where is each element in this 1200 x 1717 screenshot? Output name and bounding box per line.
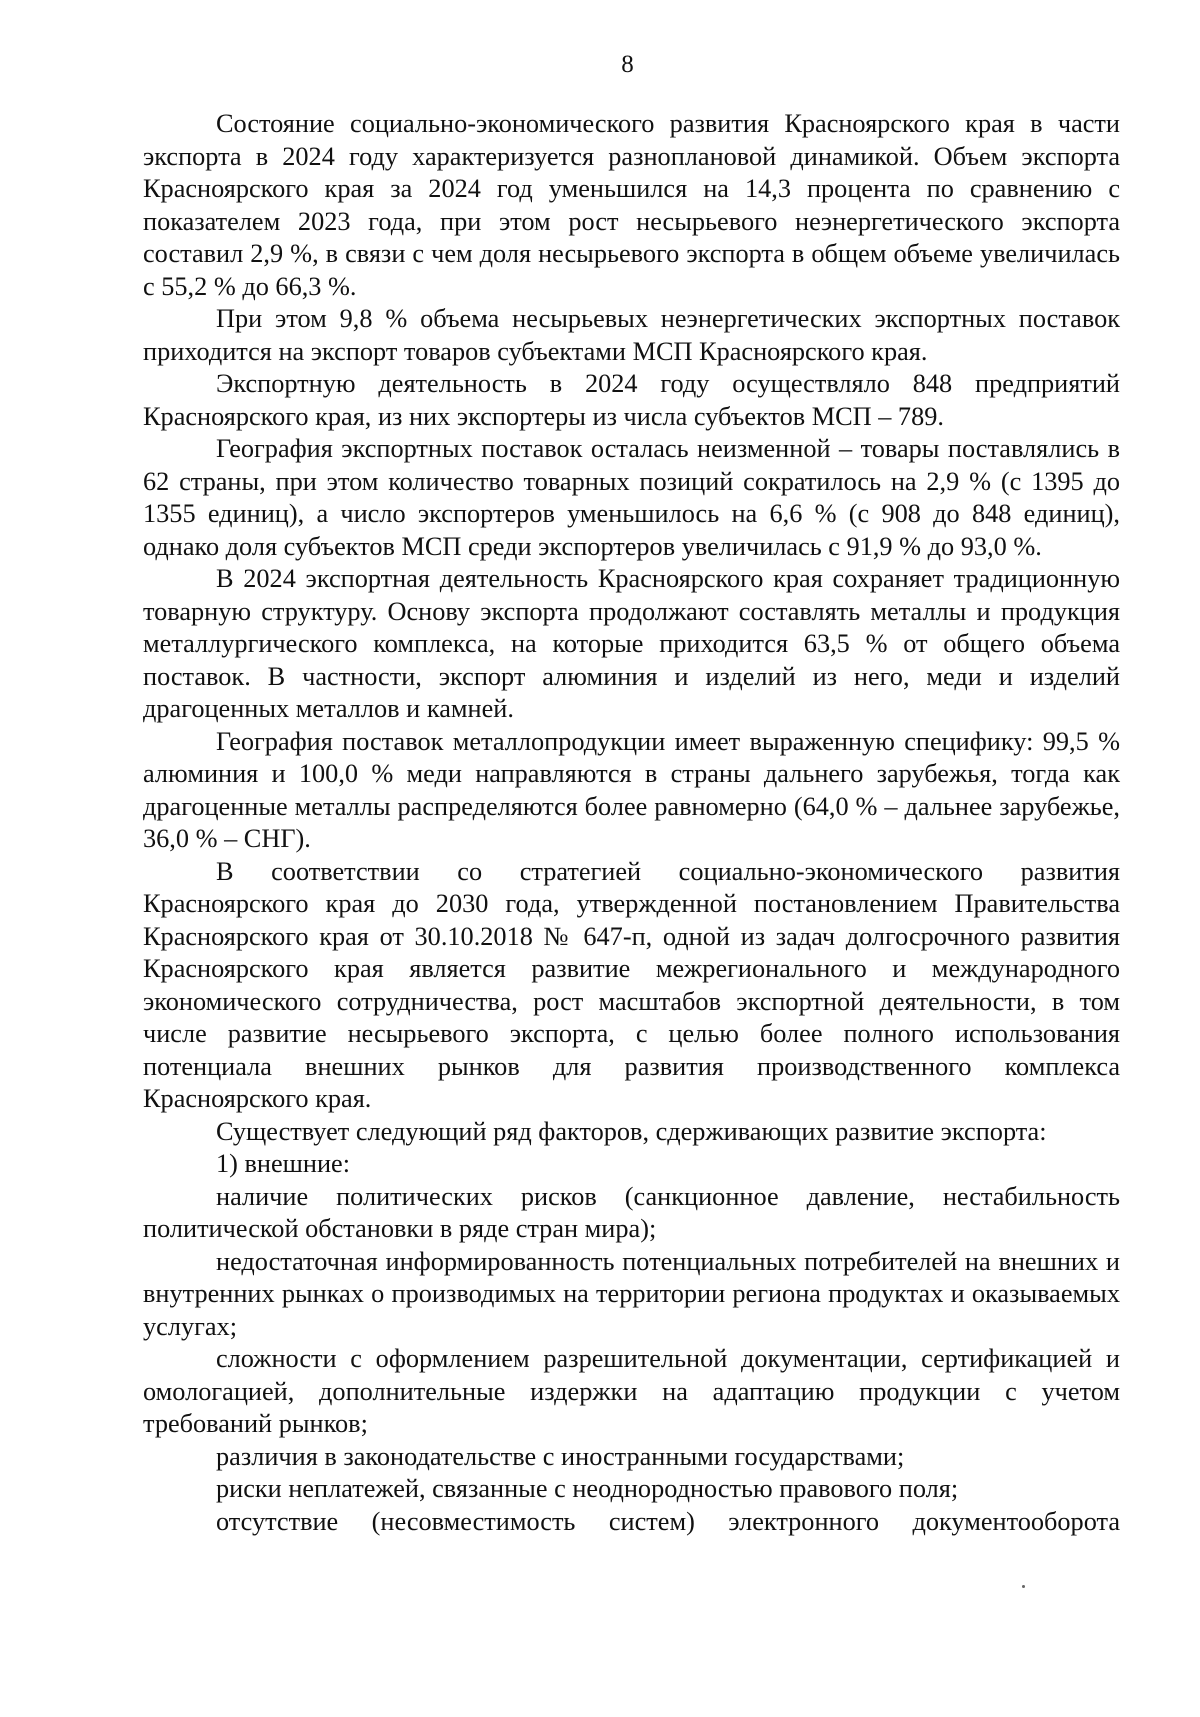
list-item-awareness: недостаточная информированность потенциальных потребителей на внешних и внутренних рынках о производимых на территории региона продуктах и оказываемых услугах;: [143, 1246, 1120, 1341]
paragraph-sme-share: При этом 9,8 % объема несырьевых неэнергетических экспортных поставок приходится на экспорт товаров субъектами МСП Красноярского края.: [143, 304, 1120, 366]
paragraph-commodity-structure: В 2024 экспортная деятельность Красноярского края сохраняет традиционную товарную структуру. Основу экспорта продолжают составлять металлы и продукция металлургического комплекса, на которые приходится 63,5 % от общего объема поставок. В частности, экспорт алюминия и изделий из него, меди и изделий драгоценных металлов и камней.: [143, 564, 1120, 723]
paragraph-strategy: В соответствии со стратегией социально-экономического развития Красноярского края до 2030 года, утвержденной постановлением Правительства Красноярского края от 30.10.2018 № 647-п, одной из задач долгосрочного развития Красноярского края является развитие межрегионального и международного экономического сотрудничества, рост масштабов экспортной деятельности, в том числе развитие несырьевого экспорта, с целью более полного использования потенциала внешних рынков для развития производственного комплекса Красноярского края.: [143, 856, 1120, 1113]
paragraph-exporters-count: Экспортную деятельность в 2024 году осуществляло 848 предприятий Красноярского края, из них экспортеры из числа субъектов МСП – 789.: [143, 369, 1120, 431]
paragraph-export-status: Состояние социально-экономического развития Красноярского края в части экспорта в 2024 году характеризуется разноплановой динамикой. Объем экспорта Красноярского края за 2024 год уменьшился на 14,3 процента по сравнению с показателем 2023 года, при этом рост несырьевого неэнергетического экспорта составил 2,9 %, в связи с чем доля несырьевого экспорта в общем объеме увеличилась с 55,2 % до 66,3 %.: [143, 109, 1120, 301]
list-item-political-risks: наличие политических рисков (санкционное давление, нестабильность политической обстановки в ряде стран мира);: [143, 1181, 1120, 1243]
document-body: [143, 108, 1120, 1538]
paragraph-export-geography: География экспортных поставок осталась неизменной – товары поставлялись в 62 страны, при этом количество товарных позиций сократилось на 2,9 % (с 1395 до 1355 единиц), а число экспортеров уменьшилось на 6,6 % (с 908 до 848 единиц), однако доля субъектов МСП среди экспортеров увеличилась с 91,9 % до 93,0 %.: [143, 434, 1120, 561]
list-item-edo: отсутствие (несовместимость систем) электронного документооборота: [216, 1506, 1120, 1536]
list-heading-external: 1) внешние:: [216, 1149, 351, 1178]
list-item-certification: сложности с оформлением разрешительной документации, сертификацией и омологацией, дополнительные издержки на адаптацию продукции с учетом требований рынков;: [143, 1344, 1120, 1438]
page-number: 8: [621, 51, 634, 78]
scan-speck: [1022, 1585, 1025, 1588]
paragraph-factors-intro: Существует следующий ряд факторов, сдерживающих развитие экспорта:: [216, 1116, 1047, 1146]
list-item-payment-risks: риски неплатежей, связанные с неоднородностью правового поля;: [216, 1474, 959, 1503]
paragraph-metal-geography: География поставок металлопродукции имеет выраженную специфику: 99,5 % алюминия и 100,0 % меди направляются в страны дальнего зарубежья, тогда как драгоценные металлы распределяются более равномерно (64,0 % – дальнее зарубежье, 36,0 % – СНГ).: [143, 726, 1120, 853]
list-item-legislation: различия в законодательстве с иностранными государствами;: [216, 1441, 905, 1471]
